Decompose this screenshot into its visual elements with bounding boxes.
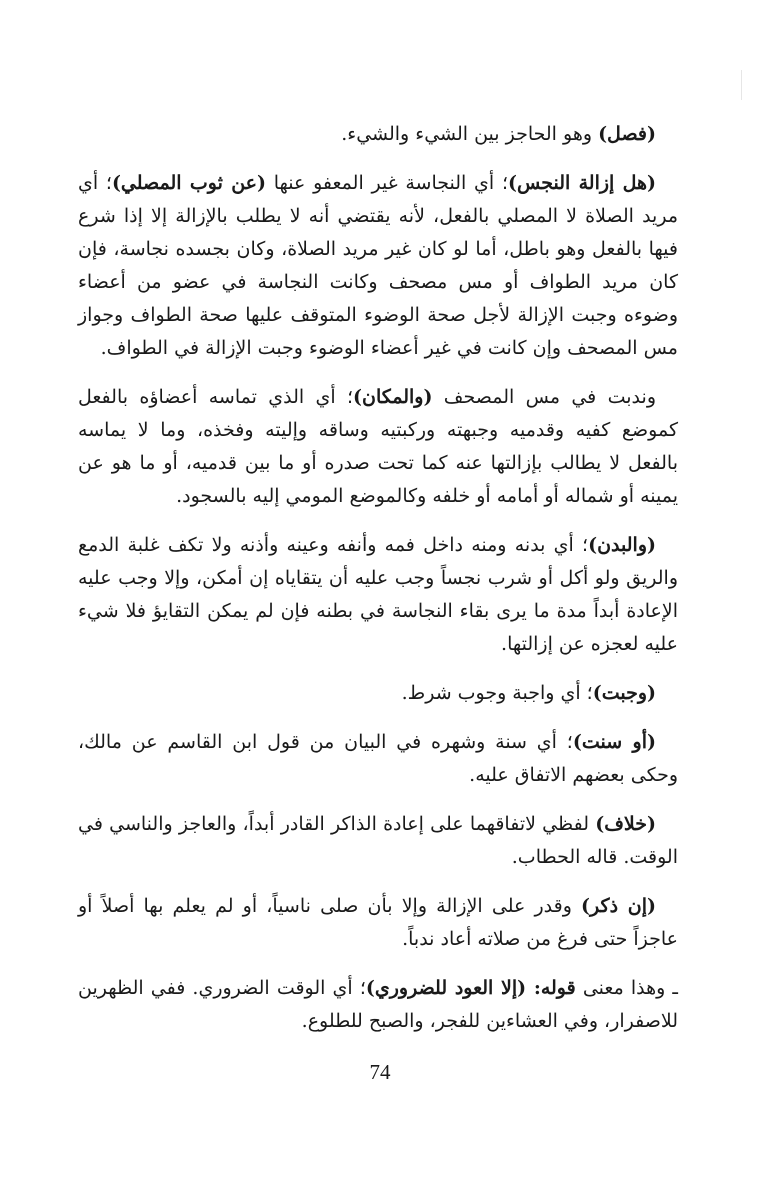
term-thawb-al-musalli: (عن ثوب المصلي) — [111, 172, 266, 194]
paragraph-fasl — [78, 118, 678, 151]
text-khilaf: لفظي لاتفاقهما على إعادة الذاكر القادر أبداً، والعاجز والناسي في الوقت. قاله الحطاب. — [78, 813, 678, 868]
paragraph-izalat-al-najas — [78, 167, 678, 365]
text-fasl: وهو الحاجز بين الشيء والشيء. — [341, 123, 599, 145]
term-badan: (والبدن) — [588, 534, 656, 556]
text-izalat-2: ؛ أي مريد الصلاة لا المصلي بالفعل، لأنه يقتضي أنه لا يطلب بالإزالة إلا إذا شرع فيها بالفعل وهو باطل، أما لو كان غير مريد الصلاة، وكان بجسده نجاسة، فإن كان مريد الطواف أو مس مصحف وكانت النجاسة في عضو من أعضاء وضوءه وجبت الإزالة لأجل صحة الوضوء المتوقف عليها صحة الطواف وجواز مس المصحف وإن كانت في غير أعضاء الوضوء وجبت الإزالة في الطواف. — [78, 172, 678, 359]
term-khilaf: (خلاف) — [595, 813, 656, 835]
text-sunnat: ؛ أي سنة وشهره في البيان من قول ابن القاسم عن مالك، وحكى بعضهم الاتفاق عليه. — [78, 731, 678, 786]
term-fasl: (فصل) — [598, 123, 656, 145]
paragraph-wajabat — [78, 677, 678, 710]
term-sunnat: (أو سنت) — [572, 731, 657, 753]
term-makan: (والمكان) — [353, 386, 433, 408]
paragraph-in-dhakara — [78, 890, 678, 956]
term-izalat-al-najas: (هل إزالة النجس) — [508, 172, 657, 194]
paragraph-sunnat — [78, 726, 678, 792]
term-wajabat: (وجبت) — [592, 682, 656, 704]
term-al-awd: قوله: (إلا العود للضروري) — [365, 977, 576, 999]
text-makan-2: ؛ أي الذي تماسه أعضاؤه بالفعل كموضع كفيه وقدميه وجبهته وركبتيه وساقه وإليته وفخذه، وما لا يماسه بالفعل لا يطالب بإزالتها عنه كما تحت صدره أو ما بين قدميه، أو ما هو عن يمينه أو شماله أو أمامه أو خلفه وكالموضع المومي إليه بالسجود. — [78, 386, 678, 507]
text-al-awd-2: ؛ أي الوقت الضروري. ففي الظهرين للاصفرار، وفي العشاءين للفجر، والصبح للطلوع. — [78, 977, 678, 1032]
paragraph-khilaf — [78, 808, 678, 874]
page-edge-mark — [741, 70, 742, 100]
paragraph-badan — [78, 529, 678, 661]
page-body — [78, 118, 678, 1054]
paragraph-makan — [78, 381, 678, 513]
paragraph-al-awd — [78, 972, 678, 1038]
text-in-dhakara: وقدر على الإزالة وإلا بأن صلى ناسياً، أو لم يعلم بها أصلاً أو عاجزاً حتى فرغ من صلاته أعاد ندباً. — [78, 895, 678, 950]
text-wajabat: ؛ أي واجبة وجوب شرط. — [401, 682, 593, 704]
term-in-dhakara: (إن ذكر) — [581, 895, 656, 917]
text-badan: ؛ أي بدنه ومنه داخل فمه وأنفه وعينه وأذنه ولا تكف غلبة الدمع والريق ولو أكل أو شرب نجساً وجب عليه أن يتقاياه إن أمكن، وإلا وجب عليه الإعادة أبداً مدة ما يرى بقاء النجاسة في بطنه فإن لم يمكن التقايؤ فلا شيء عليه لعجزه عن إزالتها. — [78, 534, 678, 655]
text-al-awd-1: ـ وهذا معنى — [575, 977, 678, 999]
text-izalat-1: ؛ أي النجاسة غير المعفو عنها — [266, 172, 508, 194]
text-makan-1: وندبت في مس المصحف — [432, 386, 656, 408]
page-number: 74 — [369, 1060, 391, 1084]
